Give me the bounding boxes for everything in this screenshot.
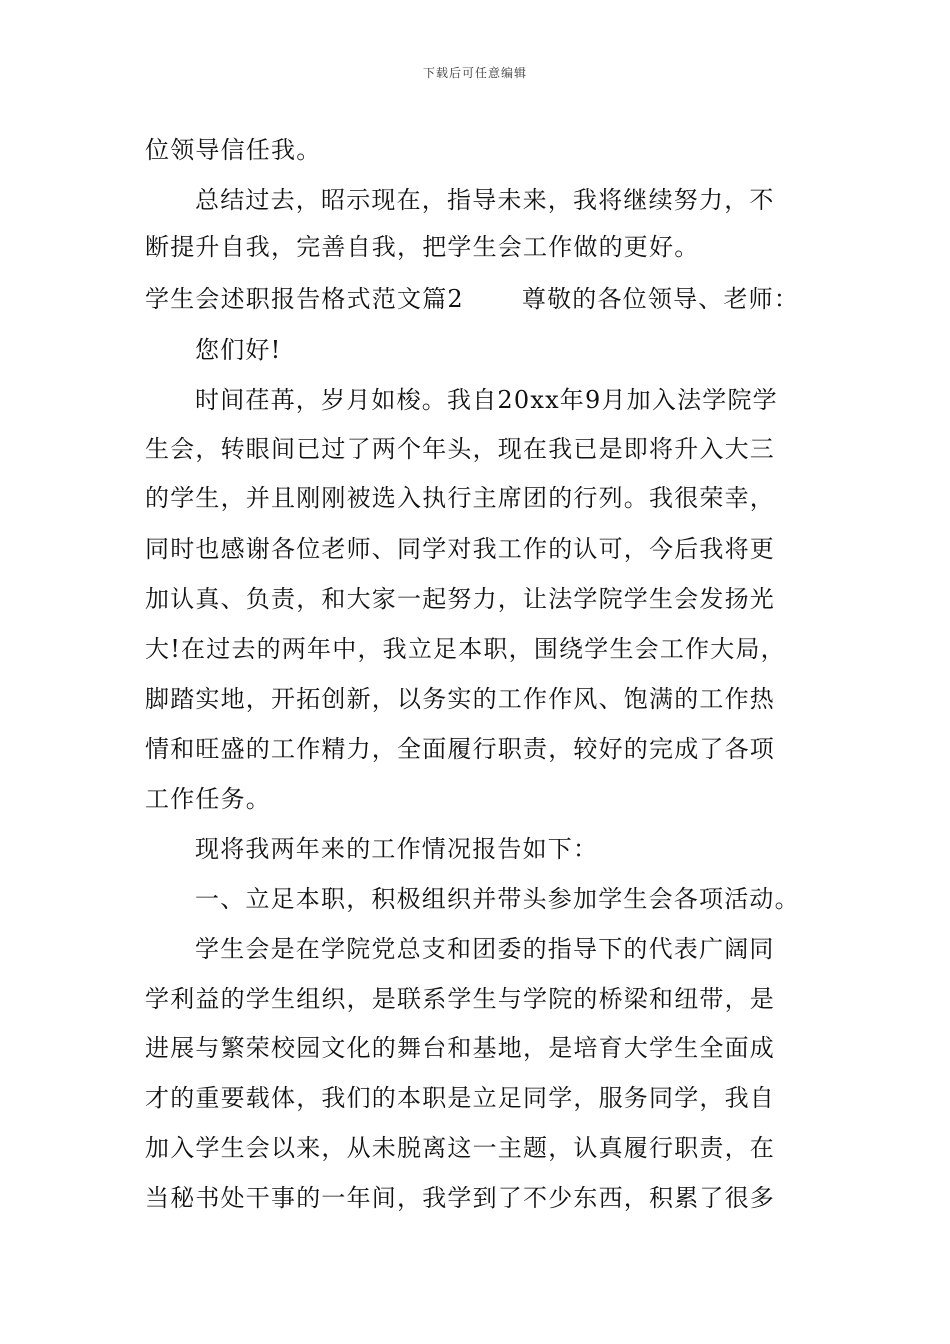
paragraph-line: 时间荏苒，岁月如梭。我自20xx年9月加入法学院学 <box>195 386 778 414</box>
paragraph-line: 总结过去，昭示现在，指导未来，我将继续努力，不 <box>195 186 775 214</box>
paragraph-line: 现将我两年来的工作情况报告如下： <box>195 835 599 863</box>
paragraph-line: 一、立足本职，积极组织并带头参加学生会各项活动。 <box>195 885 800 913</box>
text-line <box>145 284 799 314</box>
text-line: 工作任务。 <box>145 785 271 813</box>
text-line: 加入学生会以来，从未脱离这一主题，认真履行职责，在 <box>145 1134 775 1162</box>
text-line: 进展与繁荣校园文化的舞台和基地，是培育大学生全面成 <box>145 1034 775 1062</box>
paragraph-line: 学生会是在学院党总支和团委的指导下的代表广阔同 <box>195 935 775 963</box>
text-line: 学利益的学生组织，是联系学生与学院的桥梁和纽带，是 <box>145 985 775 1013</box>
text-line: 脚踏实地，开拓创新，以务实的工作作风、饱满的工作热 <box>145 685 775 713</box>
text-line: 当秘书处干事的一年间，我学到了不少东西，积累了很多 <box>145 1184 775 1212</box>
text-line: 大!在过去的两年中，我立足本职，围绕学生会工作大局， <box>145 635 786 663</box>
text-line: 生会，转眼间已过了两个年头，现在我已是即将升入大三 <box>145 435 775 463</box>
text-line: 断提升自我，完善自我，把学生会工作做的更好。 <box>145 233 700 261</box>
text-line: 情和旺盛的工作精力，全面履行职责，较好的完成了各项 <box>145 735 775 763</box>
greeting-line: 您们好! <box>195 336 282 364</box>
text-line: 加认真、负责，和大家一起努力，让法学院学生会发扬光 <box>145 585 775 613</box>
text-line: 才的重要载体，我们的本职是立足同学，服务同学，我自 <box>145 1084 775 1112</box>
section-title: 学生会述职报告格式范文篇2 <box>145 285 464 313</box>
text-line: 的学生，并且刚刚被选入执行主席团的行列。我很荣幸， <box>145 484 775 512</box>
page-header: 下载后可任意编辑 <box>422 66 527 80</box>
text-line: 同时也感谢各位老师、同学对我工作的认可，今后我将更 <box>145 535 775 563</box>
salutation: 尊敬的各位领导、老师： <box>521 285 800 313</box>
text-line: 位领导信任我。 <box>145 136 322 164</box>
